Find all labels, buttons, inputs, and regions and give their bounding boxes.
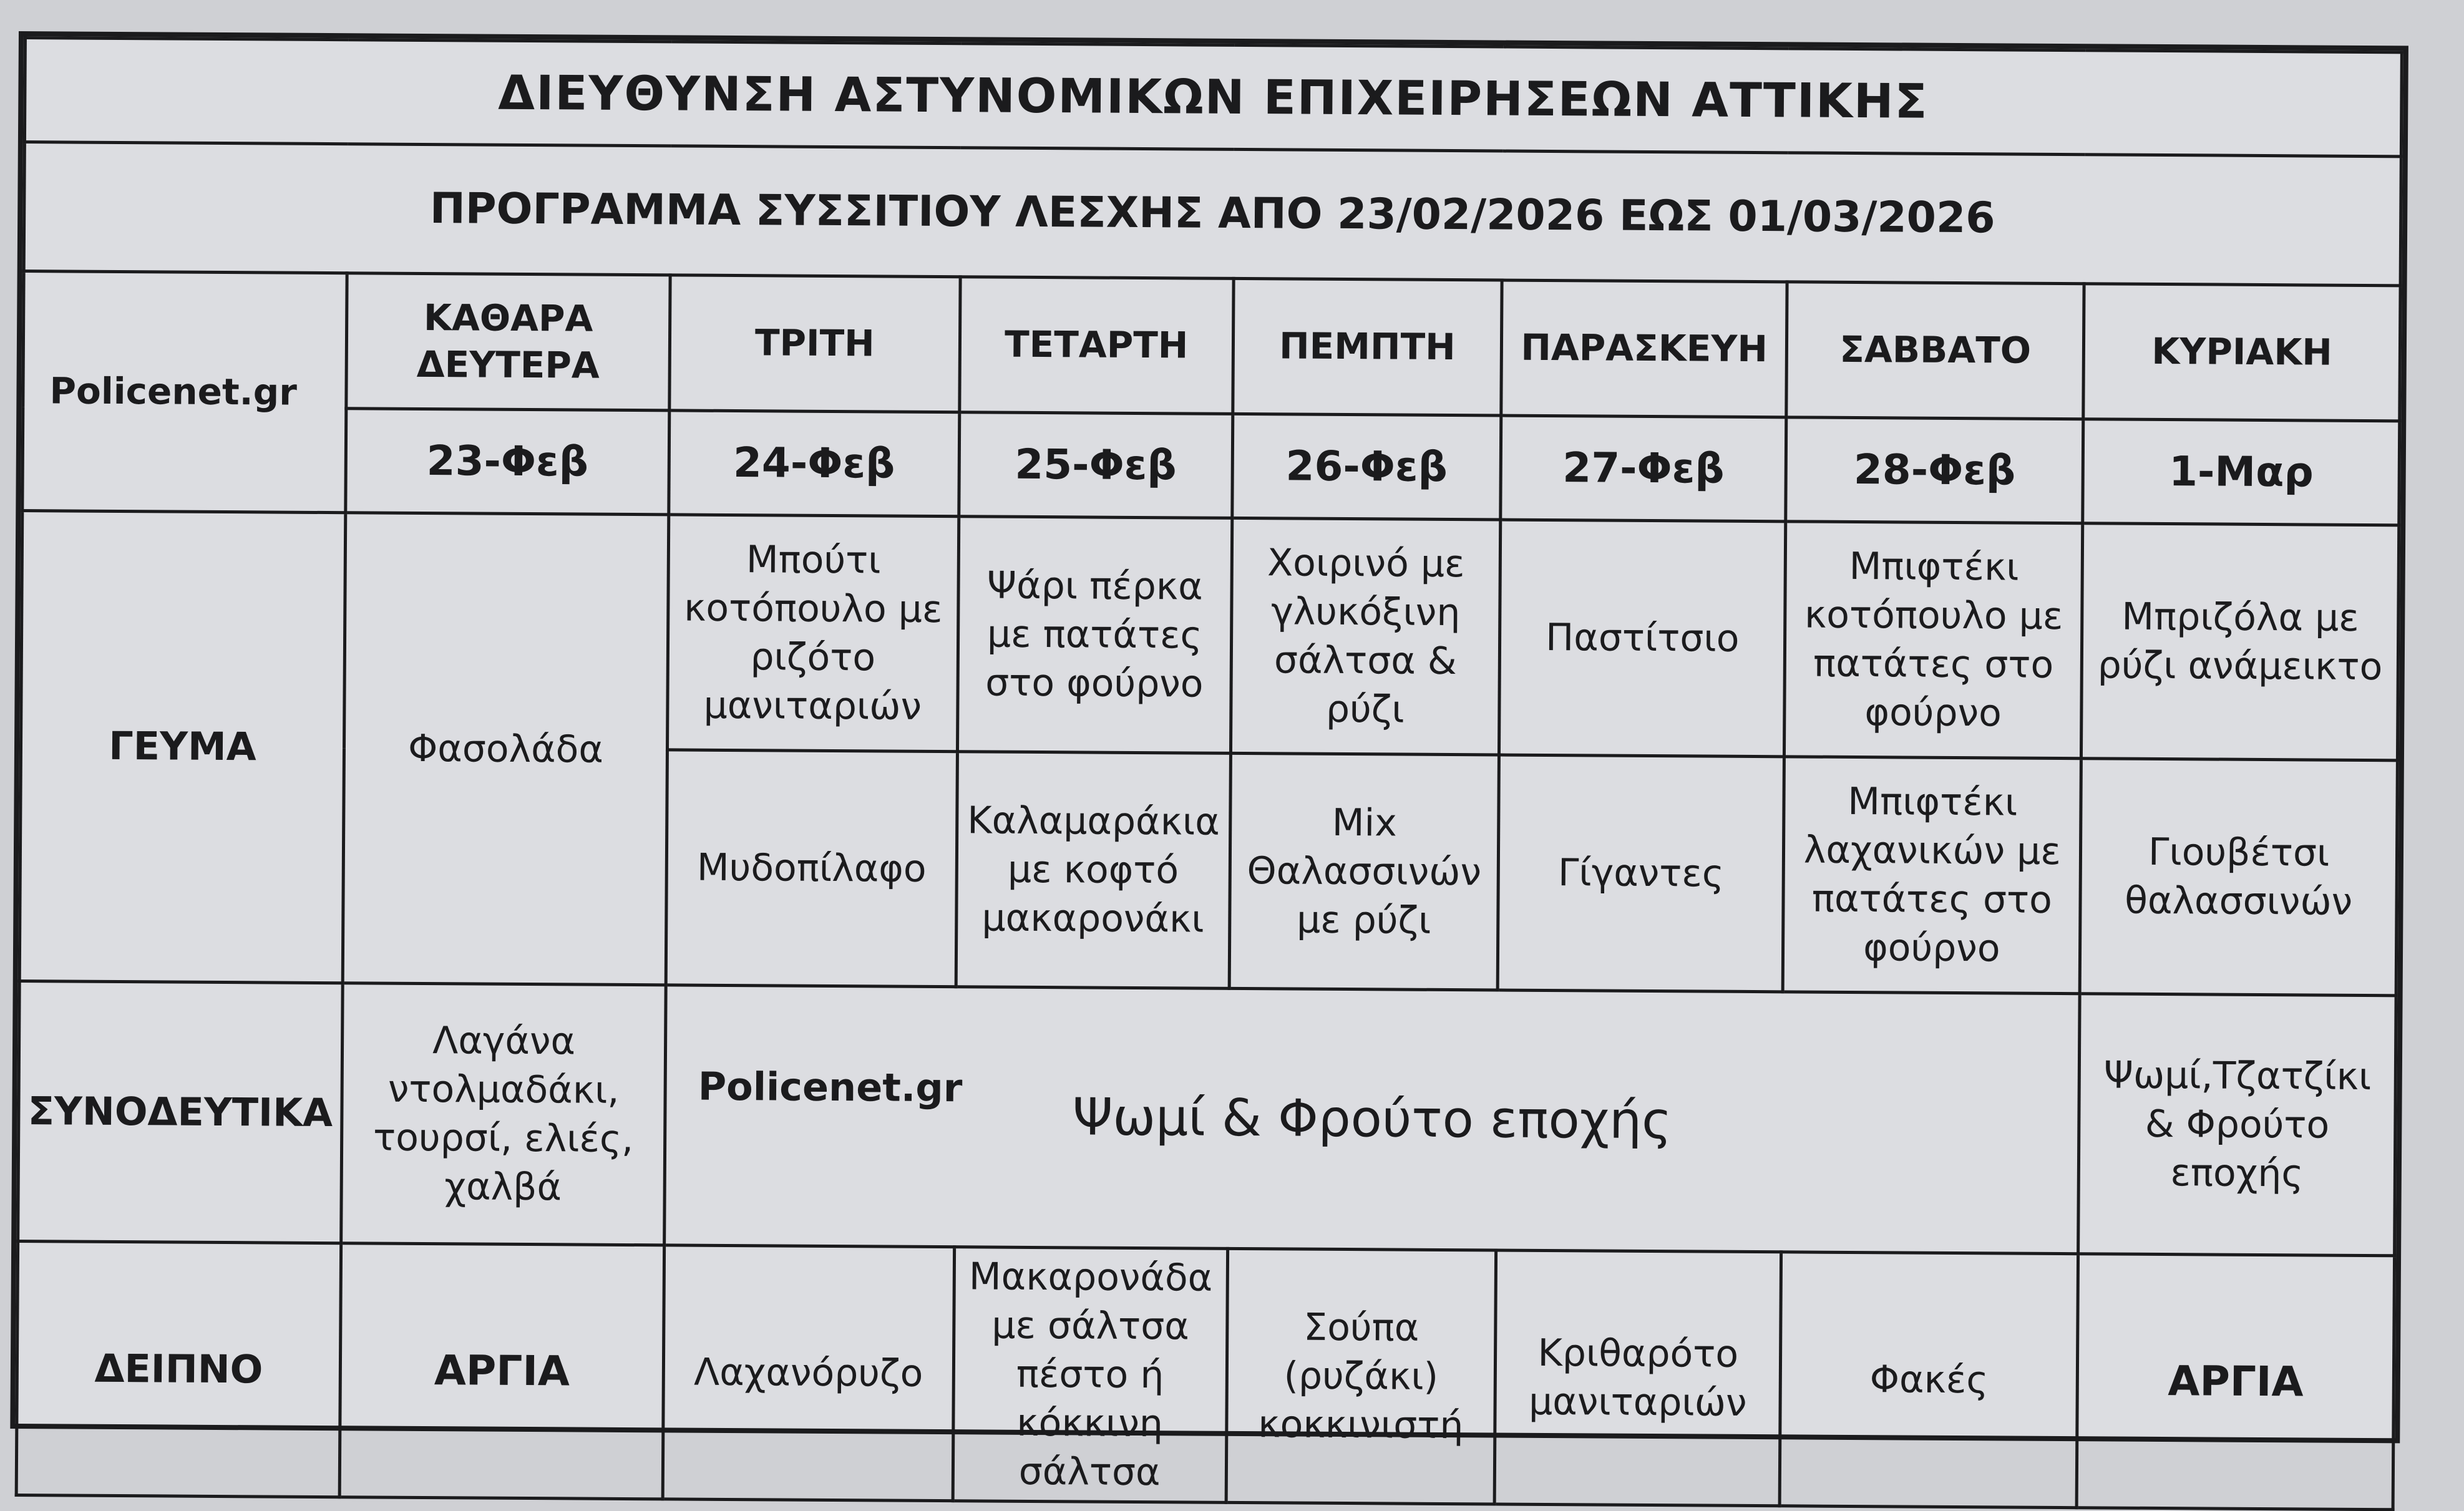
day-name-monday: ΚΑΘΑΡΑ ΔΕΥΤΕΡΑ [346, 273, 670, 411]
day-date-sunday: 1-Μαρ [2083, 419, 2400, 525]
lunch-a-sunday: Μπριζόλα με ρύζι ανάμεικτο [2082, 523, 2399, 760]
sides-monday: Λαγάνα ντολμαδάκι, τουρσί, ελιές, χαλβά [341, 983, 666, 1245]
sides-weekdays: Ψωμί & Φρούτο εποχής [1072, 1087, 1672, 1150]
lunch-a-saturday: Μπιφτέκι κοτόπουλο με πατάτες στο φούρνο [1785, 522, 2083, 759]
row-label-sides: ΣΥΝΟΔΕΥΤΙΚΑ [18, 981, 343, 1243]
day-date-saturday: 28-Φεβ [1786, 417, 2083, 523]
dinner-thursday: Σούπα (ρυζάκι) κοκκινιστή [1226, 1248, 1496, 1504]
dinner-saturday: Φακές [1780, 1252, 2078, 1508]
day-name-thursday: ΠΕΜΠΤΗ [1233, 278, 1502, 415]
menu-sheet [10, 31, 2408, 1495]
lunch-a-wednesday: Ψάρι πέρκα με πατάτες στο φούρνο [957, 517, 1232, 754]
day-name-friday: ΠΑΡΑΣΚΕΥΗ [1501, 280, 1787, 417]
header-subtitle: ΠΡΟΓΡΑΜΜΑ ΣΥΣΣΙΤΙΟΥ ΛΕΣΧΗΣ ΑΠΟ 23/02/2026 ΕΩΣ 01/03/2026 [24, 142, 2401, 286]
header-title: ΔΙΕΥΘΥΝΣΗ ΑΣΤΥΝΟΜΙΚΩΝ ΕΠΙΧΕΙΡΗΣΕΩΝ ΑΤΤΙΚΗΣ [24, 38, 2402, 157]
sides-sunday: Ψωμί,Τζατζίκι & Φρούτο εποχής [2078, 994, 2396, 1256]
lunch-b-friday: Γίγαντες [1497, 755, 1784, 992]
lunch-monday: Φασολάδα [343, 513, 669, 985]
day-date-thursday: 26-Φεβ [1232, 414, 1501, 520]
dinner-sunday: ΑΡΓΙΑ [2077, 1254, 2394, 1510]
sides-weekdays-cell [665, 985, 2080, 1254]
dinner-tuesday: Λαχανόρυζο [663, 1245, 954, 1501]
dinner-wednesday: Μακαρονάδα με σάλτσα πέστο ή κόκκινη σάλτσα [953, 1247, 1228, 1503]
lunch-a-friday: Παστίτσιο [1499, 520, 1786, 757]
lunch-b-sunday: Γιουβέτσι θαλασσινών [2080, 759, 2397, 996]
day-name-saturday: ΣΑΒΒΑΤΟ [1786, 282, 2084, 419]
brand-watermark-inline: Policenet.gr [698, 1063, 963, 1111]
dinner-monday: ΑΡΓΙΑ [339, 1243, 664, 1499]
day-date-tuesday: 24-Φεβ [669, 411, 960, 517]
row-label-lunch: ΓΕΥΜΑ [19, 511, 346, 983]
row-label-dinner: ΔΕΙΠΝΟ [16, 1241, 341, 1497]
lunch-b-thursday: Mix Θαλασσινών με ρύζι [1229, 753, 1499, 990]
meal-schedule-table [15, 36, 2403, 1511]
day-date-friday: 27-Φεβ [1501, 415, 1786, 522]
lunch-a-tuesday: Μπούτι κοτόπουλο με ριζότο μανιταριών [668, 515, 959, 752]
day-name-tuesday: ΤΡΙΤΗ [670, 275, 960, 412]
lunch-b-tuesday: Μυδοπίλαφο [666, 750, 957, 987]
day-name-sunday: ΚΥΡΙΑΚΗ [2083, 284, 2400, 421]
day-date-wednesday: 25-Φεβ [958, 412, 1232, 518]
day-date-monday: 23-Φεβ [346, 409, 670, 515]
brand-watermark: Policenet.gr [22, 271, 347, 513]
day-name-wednesday: ΤΕΤΑΡΤΗ [960, 277, 1234, 414]
dinner-friday: Κριθαρότο μανιταριών [1494, 1250, 1781, 1506]
lunch-a-thursday: Χοιρινό με γλυκόξινη σάλτσα & ρύζι [1230, 518, 1501, 755]
lunch-b-wednesday: Καλαμαράκια με κοφτό μακαρονάκι [956, 752, 1230, 989]
lunch-b-saturday: Μπιφτέκι λαχανικών με πατάτες στο φούρνο [1783, 757, 2081, 994]
